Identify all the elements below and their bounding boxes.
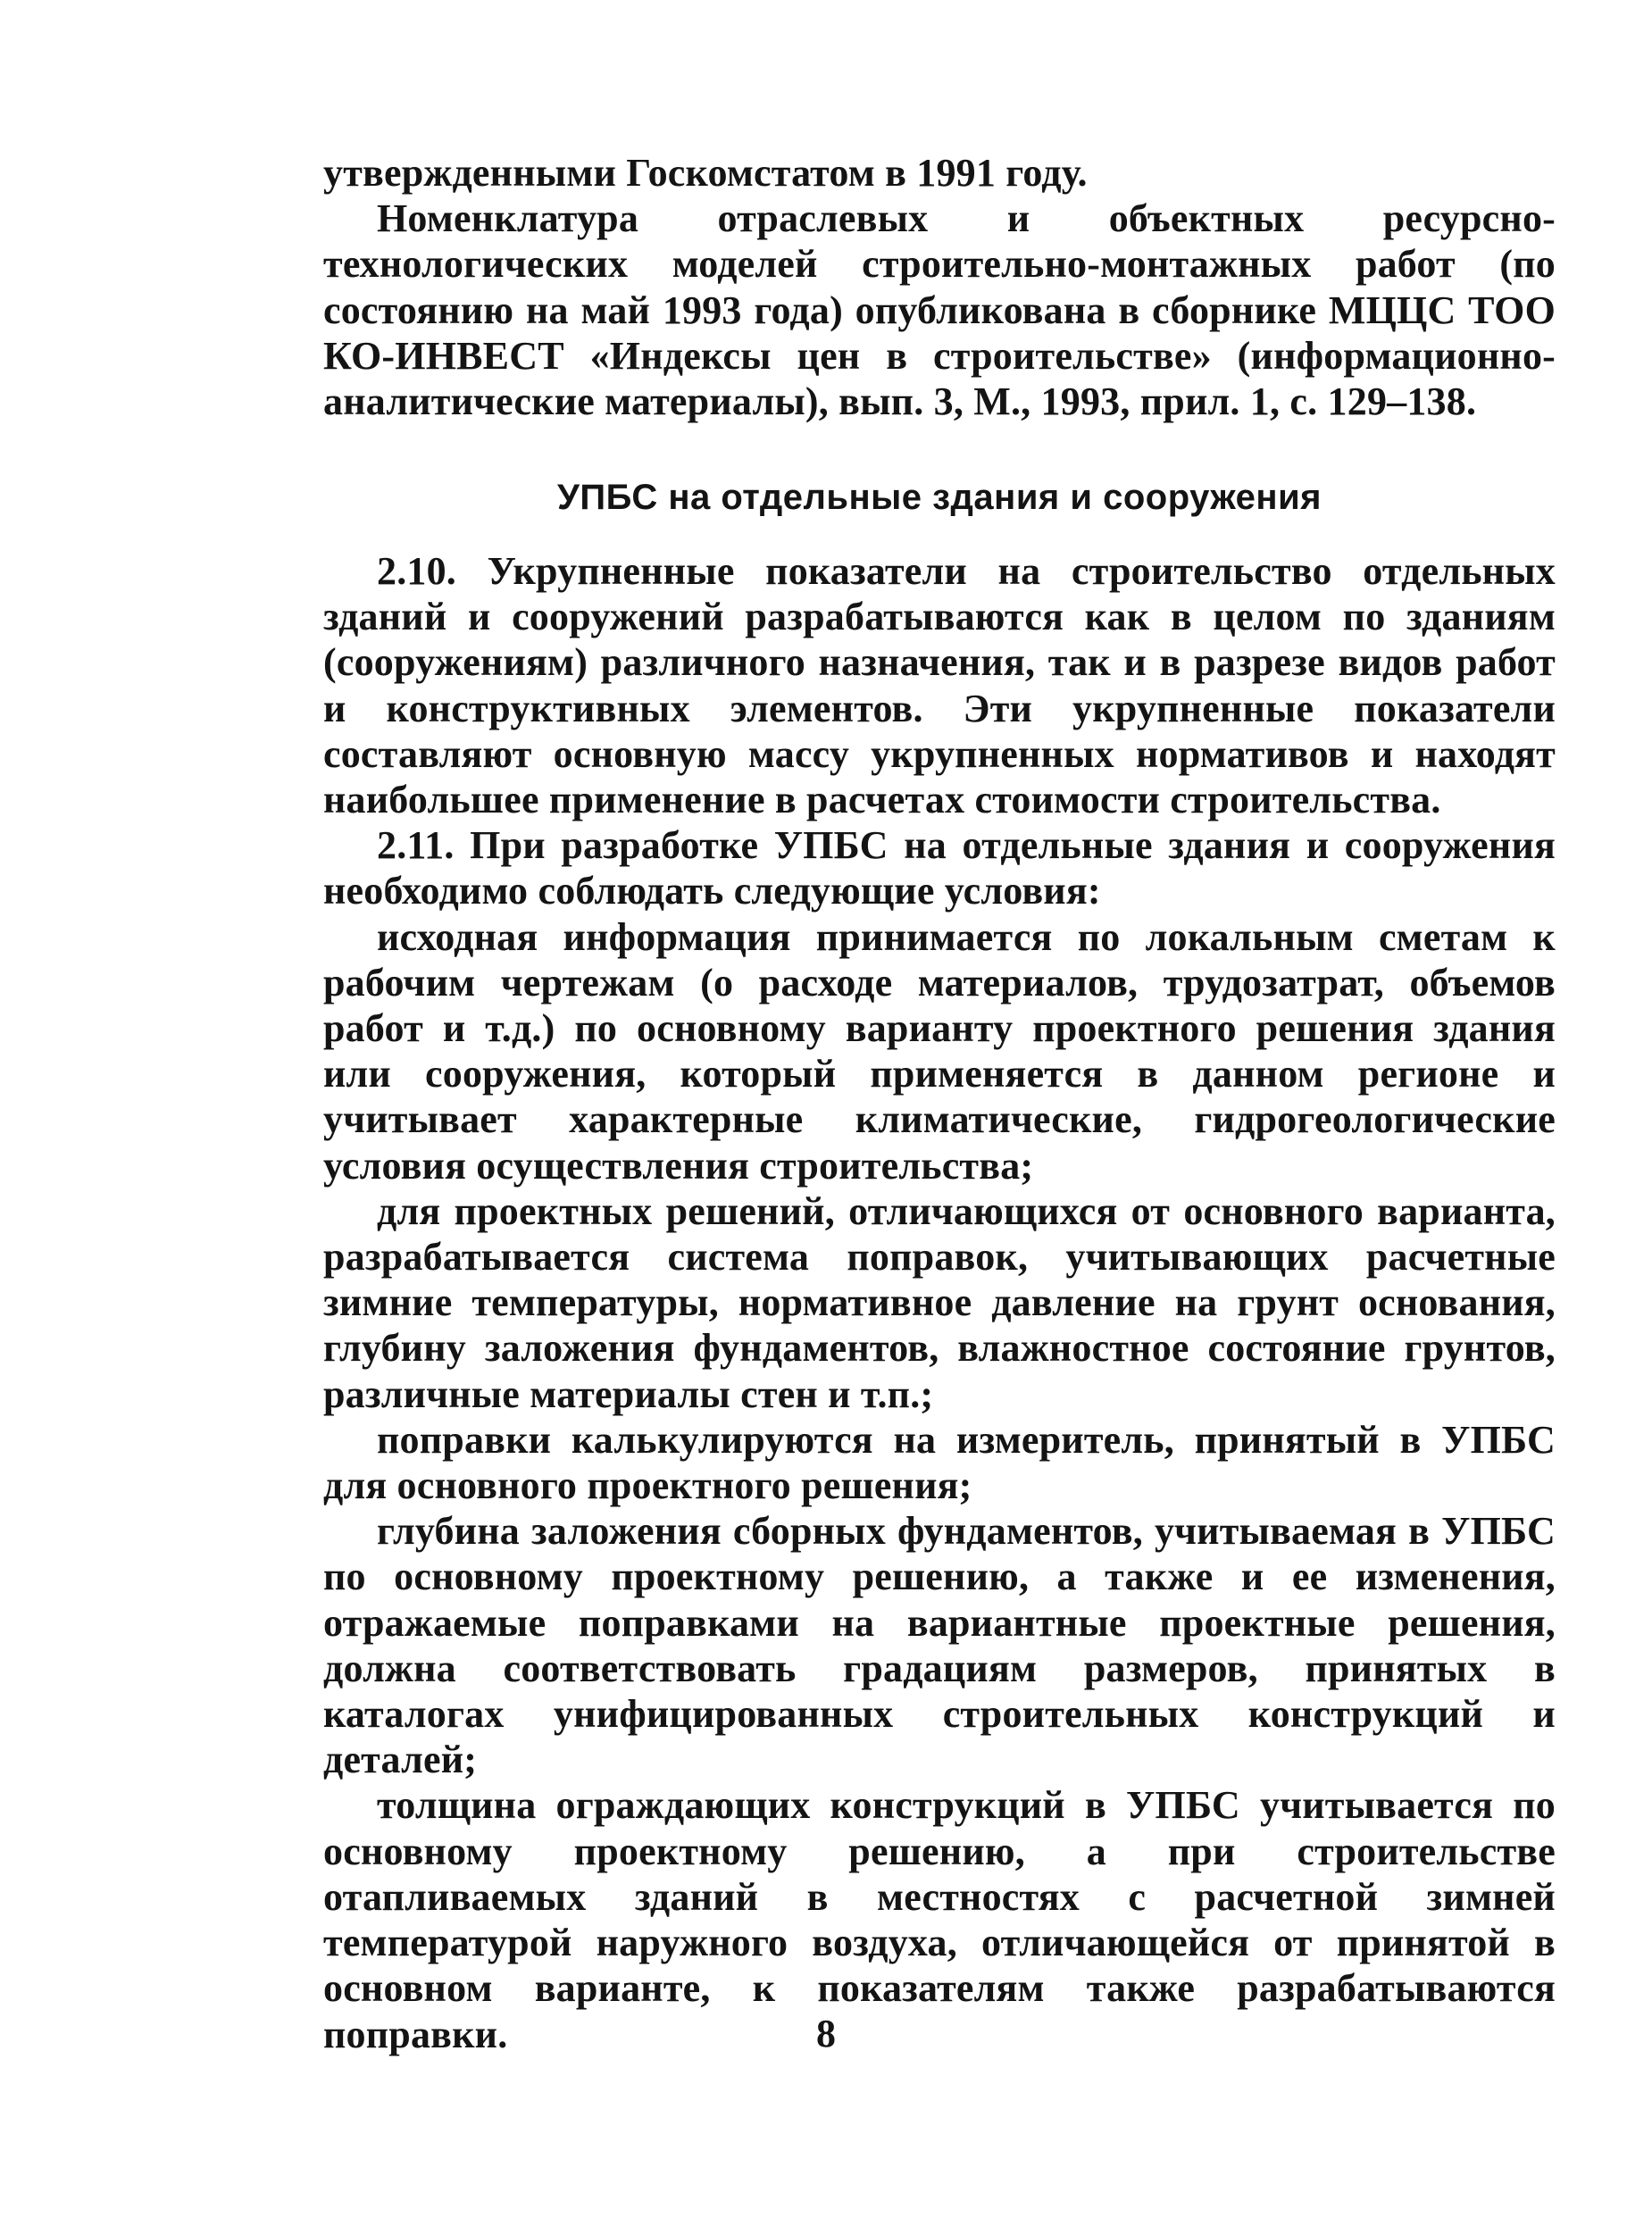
nomenclature-paragraph: Номенклатура отраслевых и объектных ресурсно-технологических моделей строительно-монтажных работ (по состоянию на май 1993 года) опубликована в сборнике МЦЦС ТОО КО-ИНВЕСТ «Индексы цен в строительстве» (информационно-аналитические материалы), вып. 3, М., 1993, прил. 1, с. 129–138. — [323, 196, 1556, 424]
clause-number: 2.10. — [377, 549, 456, 593]
continuation-line: утвержденными Госкомстатом в 1991 году. — [323, 151, 1088, 195]
condition-item: поправки калькулируются на измеритель, принятый в УПБС для основного проектного решения; — [323, 1417, 1556, 1508]
clause-2-11 — [323, 822, 1556, 913]
top-text-block — [323, 150, 1556, 424]
main-text-block — [323, 548, 1556, 2057]
condition-item: исходная информация принимается по локальным сметам к рабочим чертежам (о расходе материалов, трудозатрат, объемов работ и т.д.) по основному варианту проектного решения здания или сооружения, который применяется в данном регионе и учитывает характерные климатические, гидрогеологические условия осуществления строительства; — [323, 914, 1556, 1188]
clause-text: Укрупненные показатели на строительство отдельных зданий и сооружений разрабатываются как в целом по зданиям (сооружениям) различного назначения, так и в разрезе видов работ и конструктивных элементов. Эти укрупненные показатели составляют основную массу укрупненных нормативов и находят наибольшее применение в расчетах стоимости строительства. — [323, 549, 1556, 822]
condition-item: толщина ограждающих конструкций в УПБС учитывается по основному проектному решению, а при строительстве отапливаемых зданий в местностях с расчетной зимней температурой наружного воздуха, отличающейся от принятой в основном варианте, к показателям также разрабатываются поправки. — [323, 1783, 1556, 2056]
clause-text: При разработке УПБС на отдельные здания и сооружения необходимо соблюдать следующие условия: — [323, 823, 1556, 913]
section-heading: УПБС на отдельные здания и сооружения — [556, 478, 1322, 517]
clause-number: 2.11. — [377, 823, 455, 868]
condition-item: глубина заложения сборных фундаментов, учитываемая в УПБС по основному проектному решению, а также и ее изменения, отражаемые поправками на вариантные проектные решения, должна соответствовать градациям размеров, принятых в каталогах унифицированных строительных конструкций и деталей; — [323, 1509, 1556, 1782]
page-number: 8 — [816, 2012, 836, 2055]
clause-2-10 — [323, 548, 1556, 822]
condition-item: для проектных решений, отличающихся от основного варианта, разрабатывается система поправок, учитывающих расчетные зимние температуры, нормативное давление на грунт основания, глубину заложения фундаментов, влажностное состояние грунтов, различные материалы стен и т.п.; — [323, 1188, 1556, 1416]
